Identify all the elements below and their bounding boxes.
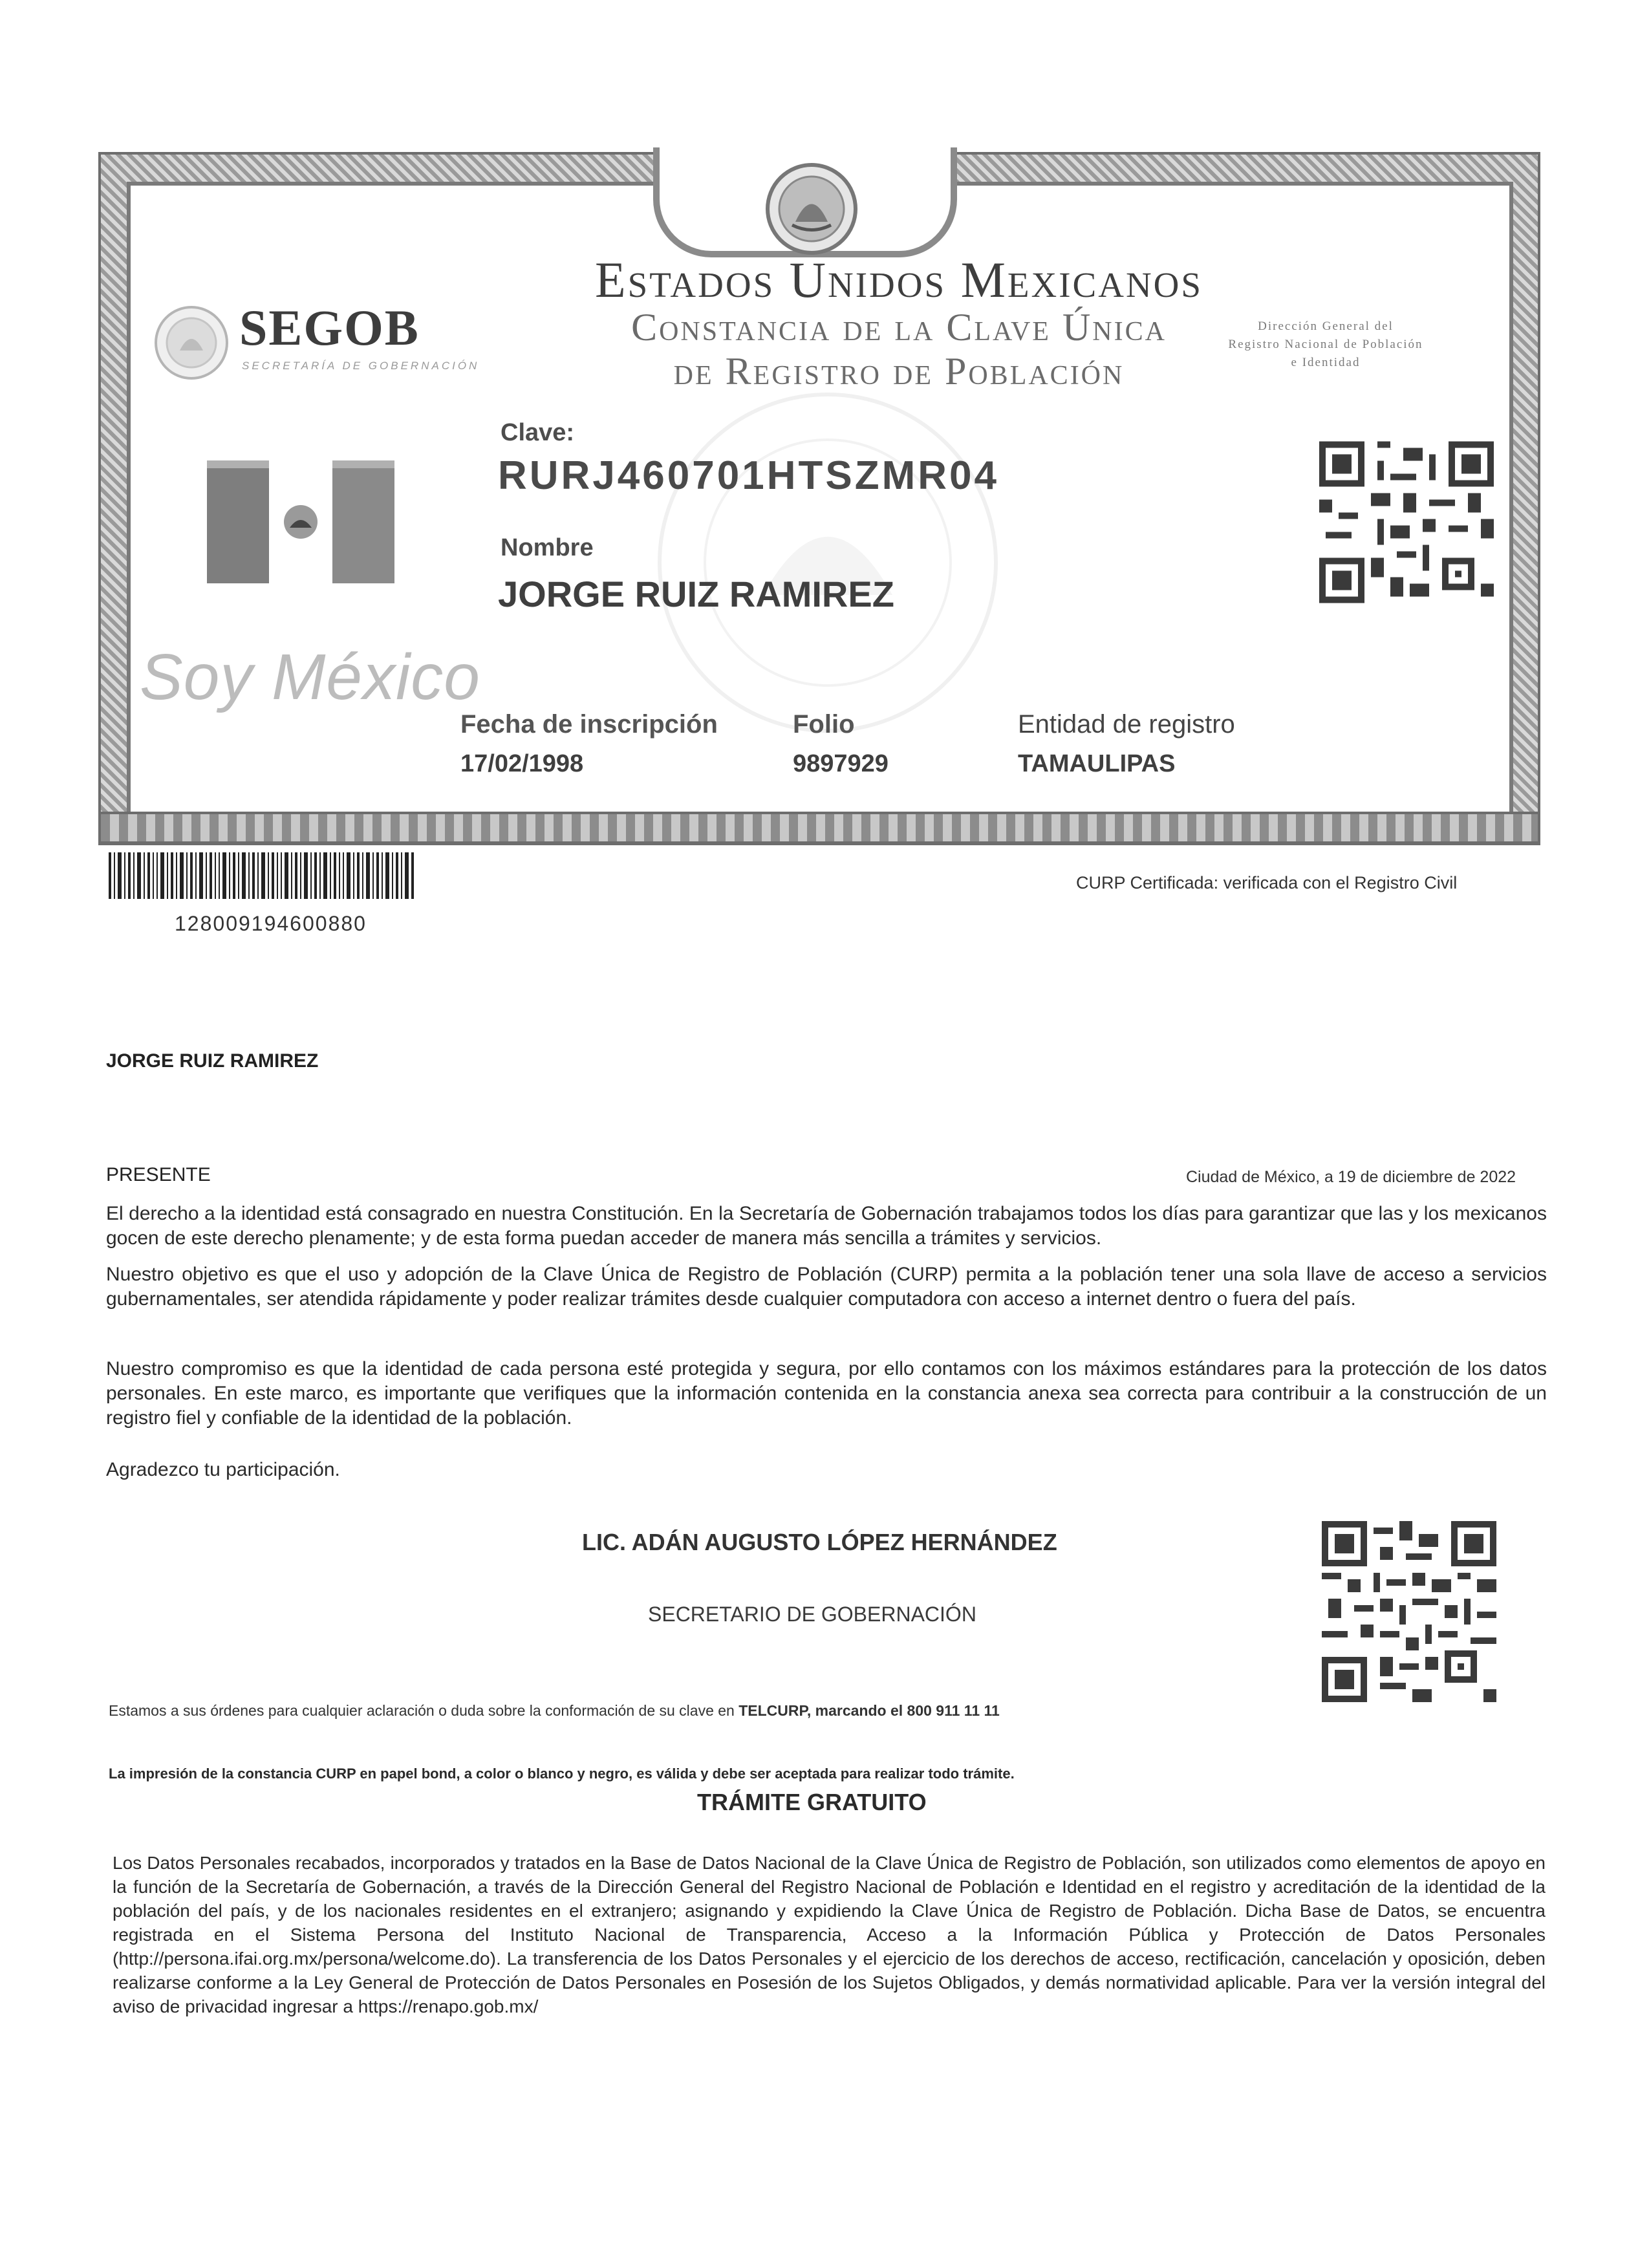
- segob-seal-icon: [153, 304, 230, 382]
- mexican-flag-icon: [207, 460, 394, 583]
- national-coat-of-arms-icon: [763, 160, 860, 257]
- watermark-seal-icon: [621, 382, 1035, 744]
- entidad-registro-label: Entidad de registro: [1018, 710, 1235, 739]
- directorate-line2: Registro Nacional de Población: [1228, 338, 1423, 351]
- agency-name: SEGOB: [239, 299, 420, 356]
- country-title: Estados Unidos Mexicanos: [595, 252, 1203, 308]
- signer-name: LIC. ADÁN AUGUSTO LÓPEZ HERNÁNDEZ: [582, 1529, 1057, 1555]
- letter-paragraph-3: Nuestro compromiso es que la identidad de cada persona esté protegida y segura, por ello contamos con los máximos estándares para la protección de los datos personales. En este marco, es importante que verifiques que la información contenida en la constancia anexa sea correcta para contribuir a la construcción de un registro fiel y confiable de la identidad de la población.: [106, 1358, 1547, 1429]
- barcode-number: 128009194600880: [175, 912, 367, 935]
- nombre-label: Nombre: [501, 534, 594, 561]
- directorate-line1: Dirección General del: [1258, 319, 1394, 333]
- agency-subtitle: SECRETARÍA DE GOBERNACIÓN: [242, 360, 480, 372]
- qr-code-icon: [1319, 440, 1494, 605]
- signer-title: SECRETARIO DE GOBERNACIÓN: [648, 1603, 976, 1626]
- contact-note: [109, 1702, 1000, 1720]
- document-title-line2: de Registro de Población: [673, 350, 1125, 393]
- barcode-icon: [109, 852, 414, 909]
- letter-paragraph-1: El derecho a la identidad está consagrado en nuestra Constitución. En la Secretaría de Gobernación trabajamos todos los días para garantizar que las y los mexicanos gocen de este derecho plenamente; y de esta forma puedan acceder de manera más sencilla a trámites y servicios.: [106, 1203, 1547, 1249]
- place-date: Ciudad de México, a 19 de diciembre de 2022: [1186, 1168, 1516, 1186]
- folio-label: Folio: [793, 710, 855, 739]
- certificate-bottom-band: [98, 812, 1540, 844]
- nombre-value: JORGE RUIZ RAMIREZ: [498, 574, 894, 614]
- qr-code-signature-icon: [1322, 1521, 1496, 1702]
- presente-label: PRESENTE: [106, 1164, 211, 1185]
- clave-label: Clave:: [501, 419, 575, 446]
- letter-paragraph-2: Nuestro objetivo es que el uso y adopción de la Clave Única de Registro de Población (CURP) permita a la población tener una sola llave de acceso a servicios gubernamentales, ser atendida rápidamente y poder realizar trámites desde cualquier computadora con acceso a internet dentro o fuera del país.: [106, 1264, 1547, 1310]
- directorate-line3: e Identidad: [1291, 356, 1361, 369]
- entidad-registro-value: TAMAULIPAS: [1018, 750, 1176, 777]
- fecha-inscripcion-value: 17/02/1998: [460, 750, 584, 777]
- letter-closing: Agradezco tu participación.: [106, 1459, 340, 1480]
- tramite-gratuito: TRÁMITE GRATUITO: [697, 1789, 927, 1815]
- contact-text: Estamos a sus órdenes para cualquier aclaración o duda sobre la conformación de su clave en: [109, 1702, 735, 1719]
- curp-value: RURJ460701HTSZMR04: [498, 453, 999, 498]
- document-title-line1: Constancia de la Clave Única: [631, 306, 1167, 349]
- fecha-inscripcion-label: Fecha de inscripción: [460, 710, 718, 739]
- slogan-soy-mexico: Soy México: [140, 641, 480, 713]
- privacy-notice: Los Datos Personales recabados, incorporados y tratados en la Base de Datos Nacional de la Clave Única de Registro de Población, son utilizados como elementos de apoyo en la función de la Secretaría de Gobernación, a través de la Dirección General del Registro Nacional de Población e Identidad en el registro y acreditación de la identidad de la población del país, y de los nacionales residentes en el extranjero; asignando y expidiendo la Clave Única de Registro de Población. Dicha Base de Datos, se encuentra registrada en el Sistema Persona del Instituto Nacional de Transparencia, Acceso a la Información Pública y Protección de Datos Personales (http://persona.ifai.org.mx/persona/welcome.do). La transferencia de los Datos Personales y el ejercicio de los derechos de acceso, rectificación, cancelación y oposición, deben realizarse conforme a la Ley General de Protección de Datos Personales en Posesión de los Sujetos Obligados, y demás normatividad aplicable. Para ver la versión integral del aviso de privacidad ingresar a https://renapo.gob.mx/: [113, 1853, 1546, 2016]
- telcurp-phone: TELCURP, marcando el 800 911 11 11: [738, 1702, 1000, 1719]
- curp-certificada-note: CURP Certificada: verificada con el Registro Civil: [1076, 873, 1458, 892]
- folio-value: 9897929: [793, 750, 889, 777]
- print-validity-notice: La impresión de la constancia CURP en papel bond, a color o blanco y negro, es válida y debe ser aceptada para realizar todo trámite.: [109, 1766, 1015, 1782]
- addressee-name: JORGE RUIZ RAMIREZ: [106, 1050, 319, 1072]
